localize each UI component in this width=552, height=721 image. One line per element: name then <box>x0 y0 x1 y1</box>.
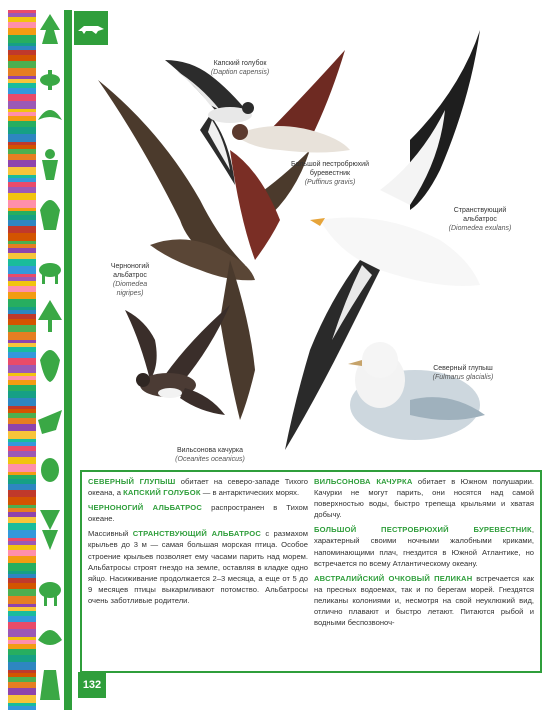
color-stripe <box>8 662 36 670</box>
color-stripe <box>8 365 36 373</box>
caption-ru: Северный глупыш <box>433 365 493 372</box>
color-stripe <box>8 127 36 134</box>
body-text: с размахом крыльев до 3 м — самая большая морская птица. Особое строение крыльев позволяет ему часами парить над морем. Альбатросы строят гнездо на земле, оставляя в кладке одно яйцо. Насиживание продолжается 2–3 месяца, а еще от 5 до 9 месяцев птицы выкармливают потомство. Альбатросы очень заботливые родители. <box>88 529 308 605</box>
color-stripe <box>8 508 36 512</box>
color-stripe <box>8 517 36 523</box>
body-text: встречается как на пресных водоемах, так и по берегам морей. Гнездятся пеликаны колониями и, несмотря на свой неуклюжий вид, отлично плавают и быстро летают. Питаются рыбой и водными беспозвоноч- <box>314 573 534 628</box>
color-stripe <box>8 43 36 46</box>
color-stripe <box>8 149 36 154</box>
color-stripe <box>8 68 36 76</box>
animal-silhouettes <box>36 10 64 710</box>
color-stripe <box>8 512 36 517</box>
color-stripe <box>8 35 36 43</box>
color-stripe <box>8 145 36 149</box>
color-stripe <box>8 484 36 490</box>
color-stripe <box>8 167 36 175</box>
color-stripe <box>8 497 36 505</box>
color-stripe <box>8 616 36 622</box>
color-stripe <box>8 266 36 274</box>
text-column-right <box>314 476 534 632</box>
caption-latin: (Diomedea nigripes) <box>112 281 148 297</box>
color-stripe <box>8 358 36 365</box>
color-stripe <box>8 154 36 160</box>
body-text: распространен в Тихом океане. <box>88 503 308 524</box>
color-stripe <box>8 286 36 292</box>
color-stripe <box>8 446 36 451</box>
color-stripe <box>8 253 36 259</box>
green-rail <box>64 10 72 710</box>
color-stripe <box>8 215 36 220</box>
paragraph-shearwater <box>314 524 534 568</box>
color-stripe <box>8 244 36 248</box>
color-stripe <box>8 233 36 241</box>
color-stripe <box>8 406 36 409</box>
color-stripe <box>8 545 36 550</box>
highlight: СТРАНСТВУЮЩИЙ АЛЬБАТРОС <box>132 529 261 539</box>
color-stripe <box>8 398 36 406</box>
paragraph-wandering <box>88 528 308 606</box>
caption-ru: Черноногий альбатрос <box>110 263 150 279</box>
color-stripe <box>8 248 36 253</box>
color-stripe <box>8 187 36 193</box>
color-stripe <box>8 391 36 398</box>
color-stripe <box>8 83 36 88</box>
birds-illustration <box>80 20 540 470</box>
color-stripe <box>8 538 36 541</box>
color-stripe <box>8 274 36 277</box>
color-stripe <box>8 442 36 446</box>
color-stripe <box>8 479 36 484</box>
paragraph-pelican <box>314 573 534 628</box>
color-stripe <box>8 211 36 215</box>
caption-black-footed-albatross <box>100 262 160 298</box>
color-stripe <box>8 556 36 563</box>
color-stripe <box>8 604 36 607</box>
color-stripe <box>8 10 36 13</box>
color-stripe <box>8 464 36 472</box>
color-stripe <box>8 17 36 22</box>
color-stripe <box>8 76 36 79</box>
caption-latin: (Puffinus gravis) <box>304 179 356 186</box>
color-stripe <box>8 319 36 325</box>
color-stripe <box>8 178 36 182</box>
color-stripe <box>8 340 36 343</box>
color-stripe <box>8 541 36 545</box>
color-stripe <box>8 380 36 385</box>
color-stripe <box>8 22 36 28</box>
color-stripe <box>8 88 36 94</box>
color-stripe <box>8 310 36 314</box>
color-stripe <box>8 583 36 589</box>
caption-latin: (Daption capensis) <box>210 69 270 76</box>
color-stripe <box>8 706 36 710</box>
caption-latin: (Oceanites oceanicus) <box>175 456 245 463</box>
color-stripe <box>8 475 36 479</box>
color-stripe <box>8 259 36 266</box>
color-stripe <box>8 79 36 83</box>
color-stripe <box>8 292 36 299</box>
caption-ru: Капский голубок <box>213 60 267 67</box>
color-strip <box>8 10 36 710</box>
body-text: Массивный <box>88 529 133 539</box>
color-stripe <box>8 611 36 616</box>
color-stripe <box>8 352 36 358</box>
color-stripe <box>8 241 36 244</box>
body-text: , характерный своими ночными жалобными криками, напоминающими плач, гнездится в Южной Атлантике, но встречается по всему Атлантическому океану. <box>314 525 534 568</box>
color-stripe <box>8 574 36 578</box>
color-stripe <box>8 50 36 55</box>
color-stripe <box>8 431 36 439</box>
color-stripe <box>8 472 36 475</box>
paragraph-fulmar <box>88 476 308 498</box>
highlight: СЕВЕРНЫЙ ГЛУПЫШ <box>88 477 176 486</box>
color-stripe <box>8 160 36 167</box>
color-stripe <box>8 439 36 442</box>
highlight: ЧЕРНОНОГИЙ АЛЬБАТРОС <box>88 503 203 513</box>
color-stripe <box>8 281 36 286</box>
color-stripe <box>8 94 36 101</box>
paragraph-black-footed <box>88 502 308 524</box>
caption-wilsons-storm-petrel <box>160 446 260 464</box>
color-stripe <box>8 226 36 233</box>
color-stripe <box>8 703 36 706</box>
highlight: АВСТРАЛИЙСКИЙ ОЧКОВЫЙ ПЕЛИКАН <box>314 573 473 583</box>
color-stripe <box>8 61 36 68</box>
northern-fulmar-figure <box>348 342 485 440</box>
color-stripe <box>8 343 36 347</box>
color-stripe <box>8 424 36 431</box>
color-stripe <box>8 142 36 145</box>
text-column-left <box>88 476 308 610</box>
color-stripe <box>8 134 36 142</box>
color-stripe <box>8 385 36 391</box>
body-text: обитает в Южном полушарии. Качурки не могут парить, они носятся над самой поверхностью воды, быстро трепеща крыльями и хватая добычу. <box>314 477 534 520</box>
color-stripe <box>8 677 36 682</box>
paragraph-storm-petrel <box>314 476 534 520</box>
color-stripe <box>8 622 36 629</box>
color-stripe <box>8 193 36 200</box>
color-stripe <box>8 28 36 35</box>
color-stripe <box>8 682 36 688</box>
body-text: обитает на северо-западе Тихого океана, а <box>88 477 309 498</box>
color-stripe <box>8 670 36 673</box>
color-stripe <box>8 673 36 677</box>
text-box <box>80 470 542 673</box>
color-stripe <box>8 644 36 649</box>
color-stripe <box>8 101 36 109</box>
color-stripe <box>8 409 36 413</box>
color-stripe <box>8 277 36 281</box>
color-stripe <box>8 629 36 637</box>
color-stripe <box>8 175 36 178</box>
color-stripe <box>8 13 36 17</box>
color-stripe <box>8 332 36 340</box>
caption-ru: Странствующий альбатрос <box>453 207 507 223</box>
caption-northern-fulmar <box>418 364 508 382</box>
color-stripe <box>8 637 36 640</box>
color-stripe <box>8 182 36 187</box>
color-stripe <box>8 523 36 530</box>
color-stripe <box>8 208 36 211</box>
color-stripe <box>8 307 36 310</box>
color-stripe <box>8 116 36 121</box>
body-text: — в антарктических морях. <box>200 488 300 498</box>
color-stripe <box>8 314 36 319</box>
color-stripe <box>8 505 36 508</box>
color-stripe <box>8 490 36 497</box>
color-stripe <box>8 413 36 418</box>
color-stripe <box>8 112 36 116</box>
caption-wandering-albatross <box>440 206 520 233</box>
color-stripe <box>8 607 36 611</box>
highlight: КАПСКИЙ ГОЛУБОК <box>123 488 201 498</box>
caption-latin: (Fulmarus glacialis) <box>432 374 494 381</box>
color-stripe <box>8 55 36 61</box>
color-stripe <box>8 418 36 424</box>
color-stripe <box>8 220 36 226</box>
caption-great-shearwater <box>290 160 370 187</box>
color-stripe <box>8 200 36 208</box>
caption-ru: Большой пестробрюхий буревестник <box>291 161 369 177</box>
color-stripe <box>8 571 36 574</box>
color-stripe <box>8 109 36 112</box>
color-stripe <box>8 376 36 380</box>
caption-latin: (Diomedea exulans) <box>448 225 512 232</box>
caption-ru: Вильсонова качурка <box>176 447 244 454</box>
color-stripe <box>8 299 36 307</box>
highlight: ВИЛЬСОНОВА КАЧУРКА <box>314 477 413 486</box>
color-stripe <box>8 347 36 352</box>
color-stripe <box>8 655 36 662</box>
highlight: БОЛЬШОЙ ПЕСТРОБРЮХИЙ БУРЕВЕСТНИК <box>314 525 532 535</box>
color-stripe <box>8 46 36 50</box>
caption-cape-petrel <box>195 59 285 77</box>
color-stripe <box>8 596 36 604</box>
color-stripe <box>8 451 36 457</box>
color-stripe <box>8 550 36 556</box>
color-stripe <box>8 695 36 703</box>
color-stripe <box>8 530 36 538</box>
color-stripe <box>8 121 36 127</box>
color-stripe <box>8 688 36 695</box>
color-stripe <box>8 578 36 583</box>
color-stripe <box>8 589 36 596</box>
color-stripe <box>8 649 36 655</box>
color-stripe <box>8 563 36 571</box>
color-stripe <box>8 457 36 464</box>
wilsons-storm-petrel-figure <box>125 305 230 415</box>
color-stripe <box>8 325 36 332</box>
page-number: 132 <box>78 672 106 698</box>
color-stripe <box>8 640 36 644</box>
color-stripe <box>8 373 36 376</box>
